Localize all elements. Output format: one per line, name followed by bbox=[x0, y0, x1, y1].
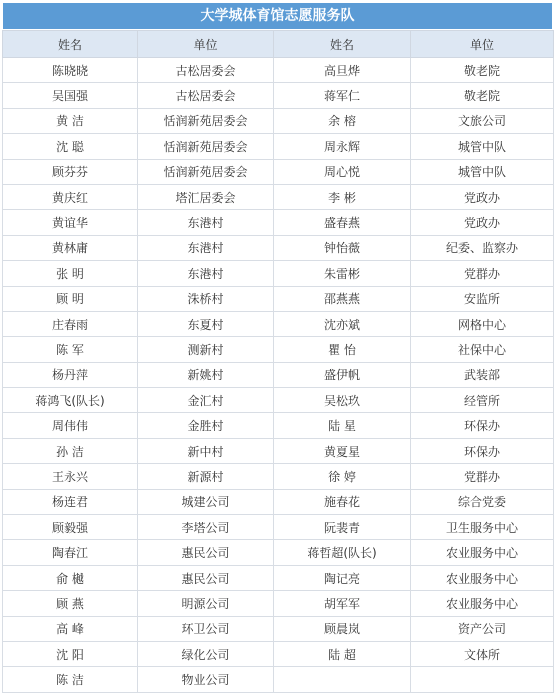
unit-cell: 农业服务中心 bbox=[411, 565, 554, 590]
table-row bbox=[3, 286, 554, 311]
unit-cell: 东港村 bbox=[138, 235, 274, 260]
name-cell: 顾毅强 bbox=[3, 515, 138, 540]
unit-cell: 物业公司 bbox=[138, 667, 274, 692]
unit-cell: 金胜村 bbox=[138, 413, 274, 438]
name-cell: 余 榕 bbox=[274, 108, 411, 133]
unit-cell: 农业服务中心 bbox=[411, 591, 554, 616]
unit-cell: 东港村 bbox=[138, 210, 274, 235]
unit-cell: 新姚村 bbox=[138, 362, 274, 387]
name-cell: 陆 星 bbox=[274, 413, 411, 438]
unit-cell: 古松居委会 bbox=[138, 58, 274, 83]
table-row bbox=[3, 565, 554, 590]
name-cell: 王永兴 bbox=[3, 464, 138, 489]
table-row bbox=[3, 184, 554, 209]
name-cell: 杨连君 bbox=[3, 489, 138, 514]
name-cell: 高旦烨 bbox=[274, 58, 411, 83]
name-cell: 沈 聪 bbox=[3, 134, 138, 159]
table-row bbox=[3, 641, 554, 666]
unit-cell: 测新村 bbox=[138, 337, 274, 362]
table-row bbox=[3, 337, 554, 362]
table-row bbox=[3, 261, 554, 286]
name-cell: 周永辉 bbox=[274, 134, 411, 159]
name-cell: 黄谊华 bbox=[3, 210, 138, 235]
name-cell: 顾晨岚 bbox=[274, 616, 411, 641]
unit-cell: 党政办 bbox=[411, 210, 554, 235]
unit-cell: 惠民公司 bbox=[138, 540, 274, 565]
unit-cell: 东港村 bbox=[138, 261, 274, 286]
table-row bbox=[3, 489, 554, 514]
table-row bbox=[3, 540, 554, 565]
name-cell: 周心悦 bbox=[274, 159, 411, 184]
unit-cell: 敬老院 bbox=[411, 83, 554, 108]
unit-cell: 绿化公司 bbox=[138, 641, 274, 666]
unit-cell: 农业服务中心 bbox=[411, 540, 554, 565]
unit-cell: 恬润新苑居委会 bbox=[138, 134, 274, 159]
table-row bbox=[3, 362, 554, 387]
table-row bbox=[3, 616, 554, 641]
unit-cell: 城建公司 bbox=[138, 489, 274, 514]
unit-cell: 纪委、监察办 bbox=[411, 235, 554, 260]
volunteer-roster bbox=[2, 2, 553, 693]
header-row bbox=[3, 31, 554, 58]
name-cell: 庄春雨 bbox=[3, 311, 138, 336]
name-cell: 黄林庸 bbox=[3, 235, 138, 260]
unit-cell: 敬老院 bbox=[411, 58, 554, 83]
table-row bbox=[3, 438, 554, 463]
name-cell: 吴国强 bbox=[3, 83, 138, 108]
unit-cell: 党群办 bbox=[411, 464, 554, 489]
table-title: 大学城体育馆志愿服务队 bbox=[2, 2, 553, 30]
unit-cell: 新源村 bbox=[138, 464, 274, 489]
unit-cell: 恬润新苑居委会 bbox=[138, 159, 274, 184]
name-cell: 黄 洁 bbox=[3, 108, 138, 133]
name-cell: 盛春燕 bbox=[274, 210, 411, 235]
unit-cell: 环保办 bbox=[411, 413, 554, 438]
header-name-2: 姓名 bbox=[274, 31, 411, 58]
unit-cell: 党政办 bbox=[411, 184, 554, 209]
table-row bbox=[3, 58, 554, 83]
unit-cell: 环保办 bbox=[411, 438, 554, 463]
name-cell: 顾芬芬 bbox=[3, 159, 138, 184]
name-cell: 孙 洁 bbox=[3, 438, 138, 463]
name-cell: 陶记亮 bbox=[274, 565, 411, 590]
name-cell: 陈 洁 bbox=[3, 667, 138, 692]
name-cell: 陆 超 bbox=[274, 641, 411, 666]
name-cell: 黄庆红 bbox=[3, 184, 138, 209]
unit-cell: 古松居委会 bbox=[138, 83, 274, 108]
name-cell: 俞 樾 bbox=[3, 565, 138, 590]
table-body bbox=[3, 58, 554, 693]
name-cell: 周伟伟 bbox=[3, 413, 138, 438]
header-name-1: 姓名 bbox=[3, 31, 138, 58]
table-row bbox=[3, 591, 554, 616]
unit-cell: 洙桥村 bbox=[138, 286, 274, 311]
name-cell: 蒋军仁 bbox=[274, 83, 411, 108]
unit-cell: 文旅公司 bbox=[411, 108, 554, 133]
name-cell: 沈亦斌 bbox=[274, 311, 411, 336]
table-row bbox=[3, 108, 554, 133]
unit-cell: 卫生服务中心 bbox=[411, 515, 554, 540]
name-cell: 张 明 bbox=[3, 261, 138, 286]
table-row bbox=[3, 311, 554, 336]
name-cell: 胡军军 bbox=[274, 591, 411, 616]
unit-cell: 塔汇居委会 bbox=[138, 184, 274, 209]
header-unit-1: 单位 bbox=[138, 31, 274, 58]
unit-cell bbox=[411, 667, 554, 692]
unit-cell: 武装部 bbox=[411, 362, 554, 387]
name-cell: 顾 明 bbox=[3, 286, 138, 311]
name-cell: 陈晓晓 bbox=[3, 58, 138, 83]
table-row bbox=[3, 464, 554, 489]
table-row bbox=[3, 515, 554, 540]
name-cell: 施春花 bbox=[274, 489, 411, 514]
name-cell: 蒋哲超(队长) bbox=[274, 540, 411, 565]
table-row bbox=[3, 388, 554, 413]
roster-table bbox=[2, 30, 554, 693]
table-row bbox=[3, 83, 554, 108]
table-row bbox=[3, 235, 554, 260]
name-cell: 陈 军 bbox=[3, 337, 138, 362]
name-cell: 顾 燕 bbox=[3, 591, 138, 616]
unit-cell: 惠民公司 bbox=[138, 565, 274, 590]
table-row bbox=[3, 159, 554, 184]
name-cell: 盛伊帆 bbox=[274, 362, 411, 387]
unit-cell: 明源公司 bbox=[138, 591, 274, 616]
unit-cell: 城管中队 bbox=[411, 134, 554, 159]
unit-cell: 新中村 bbox=[138, 438, 274, 463]
name-cell: 朱雷彬 bbox=[274, 261, 411, 286]
name-cell: 瞿 怡 bbox=[274, 337, 411, 362]
unit-cell: 综合党委 bbox=[411, 489, 554, 514]
name-cell: 蒋鸿飞(队长) bbox=[3, 388, 138, 413]
name-cell: 陶春江 bbox=[3, 540, 138, 565]
name-cell: 邵燕燕 bbox=[274, 286, 411, 311]
unit-cell: 东夏村 bbox=[138, 311, 274, 336]
table-row bbox=[3, 667, 554, 692]
name-cell: 杨丹萍 bbox=[3, 362, 138, 387]
name-cell: 阮裴青 bbox=[274, 515, 411, 540]
unit-cell: 社保中心 bbox=[411, 337, 554, 362]
unit-cell: 资产公司 bbox=[411, 616, 554, 641]
unit-cell: 恬润新苑居委会 bbox=[138, 108, 274, 133]
unit-cell: 网格中心 bbox=[411, 311, 554, 336]
table-row bbox=[3, 134, 554, 159]
name-cell bbox=[274, 667, 411, 692]
name-cell: 徐 婷 bbox=[274, 464, 411, 489]
table-row bbox=[3, 413, 554, 438]
header-unit-2: 单位 bbox=[411, 31, 554, 58]
unit-cell: 文体所 bbox=[411, 641, 554, 666]
name-cell: 钟怡薇 bbox=[274, 235, 411, 260]
unit-cell: 党群办 bbox=[411, 261, 554, 286]
name-cell: 李 彬 bbox=[274, 184, 411, 209]
name-cell: 黄夏星 bbox=[274, 438, 411, 463]
name-cell: 吴松玖 bbox=[274, 388, 411, 413]
unit-cell: 李塔公司 bbox=[138, 515, 274, 540]
unit-cell: 经管所 bbox=[411, 388, 554, 413]
table-row bbox=[3, 210, 554, 235]
unit-cell: 安监所 bbox=[411, 286, 554, 311]
unit-cell: 城管中队 bbox=[411, 159, 554, 184]
unit-cell: 环卫公司 bbox=[138, 616, 274, 641]
name-cell: 沈 阳 bbox=[3, 641, 138, 666]
unit-cell: 金汇村 bbox=[138, 388, 274, 413]
name-cell: 高 峰 bbox=[3, 616, 138, 641]
